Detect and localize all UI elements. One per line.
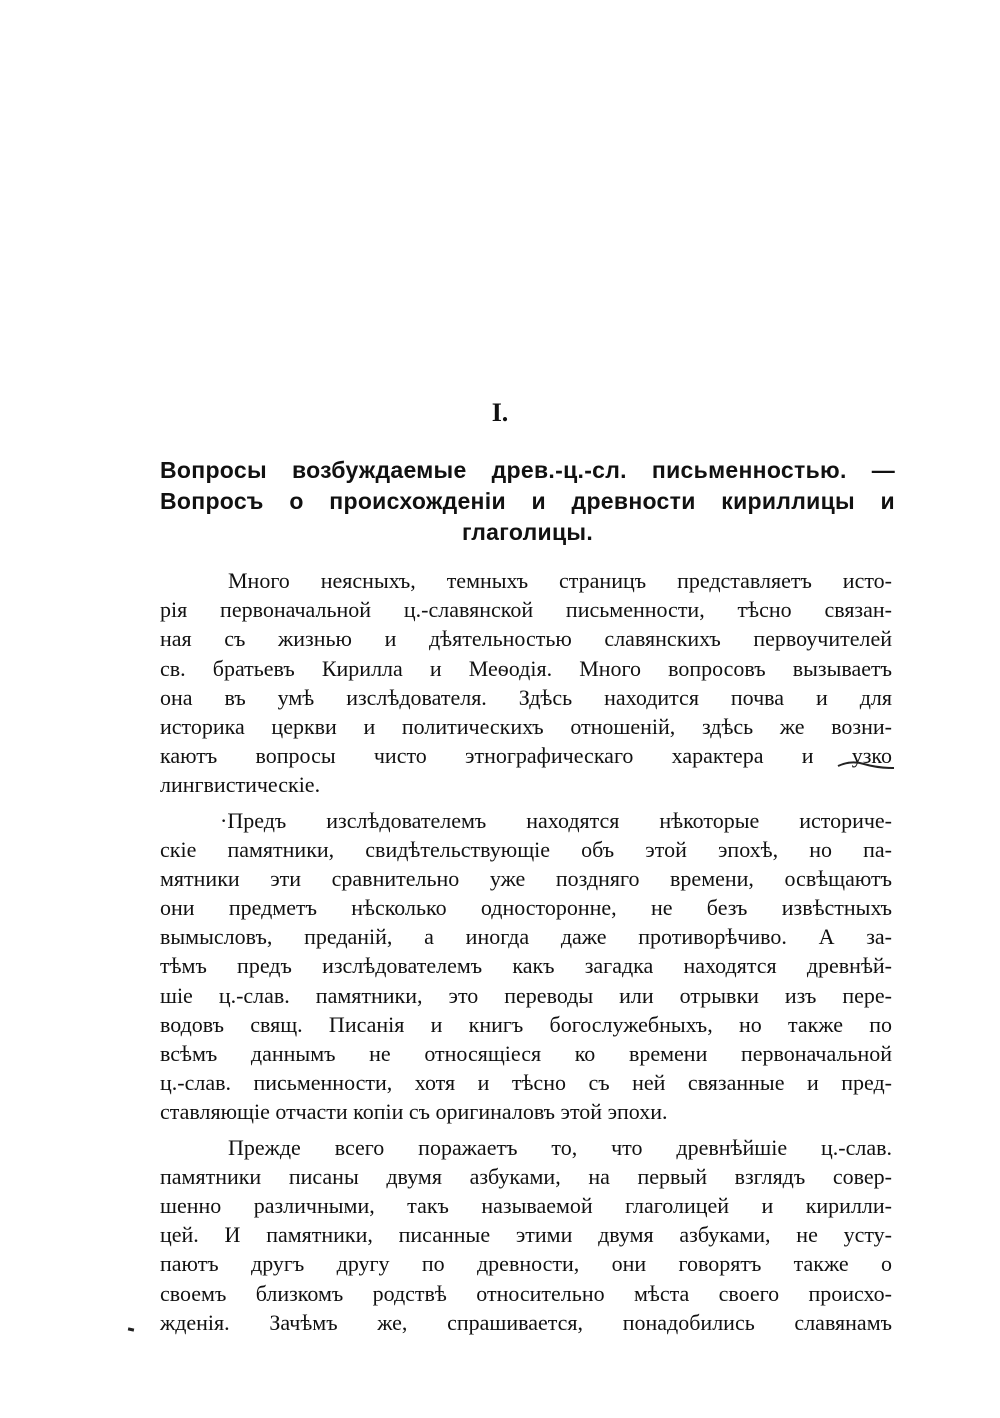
text-line: своемъ близкомъ родствѣ относительно мѣста своего происхо-: [160, 1280, 892, 1306]
text-line: тѣмъ предъ изслѣдователемъ какъ загадка находятся древнѣй-: [160, 953, 892, 979]
text-line: рія первоначальной ц.-славянской письменности, тѣсно связан-: [160, 597, 892, 623]
text-line: шенно различными, такъ называемой глаголицей и кирилли-: [160, 1192, 892, 1218]
text-line: всѣмъ даннымъ не относящіеся ко времени первоначальной: [160, 1041, 892, 1066]
text-line: ц.-слав. письменности, хотя и тѣсно съ ней связанные и пред-: [160, 1070, 892, 1096]
text-line: памятники писаны двумя азбуками, на первый взглядъ совер-: [160, 1163, 892, 1189]
text-line: лингвистическіе.: [160, 772, 321, 798]
text-line: каютъ вопросы чисто этнографическаго характера и узко: [160, 743, 892, 769]
text-line: она въ умѣ изслѣдователя. Здѣсь находится почва и для: [160, 684, 892, 710]
text-line: паютъ другъ другу по древности, они говорятъ также о: [160, 1251, 892, 1277]
text-line: мятники эти сравнительно уже поздняго времени, освѣщаютъ: [160, 865, 892, 891]
chapter-number: I.: [491, 398, 509, 427]
heading-line: глаголицы.: [461, 519, 594, 545]
text-line: Много неясныхъ, темныхъ страницъ представляетъ исто-: [228, 568, 892, 593]
paragraph-2: [160, 806, 892, 1127]
stray-ink-mark: [128, 1327, 134, 1331]
text-line: ставляющіе отчасти копіи съ оригиналовъ этой эпохи.: [160, 1099, 668, 1125]
text-line: шіе ц.-слав. памятники, это переводы или отрывки изъ пере-: [160, 982, 892, 1008]
paragraph-3: [160, 1133, 892, 1337]
text-line: историка церкви и политическихъ отношеній, здѣсь же возни-: [160, 713, 892, 739]
paragraph-1: [160, 566, 892, 800]
text-line: жденія. Зачѣмъ же, спрашивается, понадобились славянамъ: [160, 1309, 892, 1335]
handwritten-underline-mark: [836, 760, 896, 770]
text-line: ·Предъ изслѣдователемъ находятся нѣкоторые историче-: [220, 807, 892, 833]
text-line: ная съ жизнью и дѣятельностью славянскихъ первоучителей: [160, 626, 892, 652]
text-line: св. братьевъ Кирилла и Меѳодія. Много вопросовъ вызываетъ: [160, 655, 892, 681]
text-line: Прежде всего поражаетъ то, что древнѣйшіе ц.-слав.: [228, 1134, 892, 1160]
text-line: цей. И памятники, писанные этими двумя азбуками, не усту-: [160, 1222, 892, 1248]
chapter-heading: [160, 455, 895, 548]
text-line: водовъ свящ. Писанія и книгъ богослужебныхъ, но также по: [160, 1011, 892, 1037]
heading-line: Вопросы возбуждаемые древ.-ц.-сл. письменностью. —: [160, 457, 895, 483]
text-line: скіе памятники, свидѣтельствующіе объ этой эпохѣ, но па-: [160, 836, 892, 862]
text-line: вымысловъ, преданій, а иногда даже противорѣчиво. А за-: [160, 924, 892, 950]
heading-line: Вопросъ о происхожденіи и древности кириллицы и: [160, 488, 895, 514]
body-text: [160, 566, 892, 1337]
text-line: они предметъ нѣсколько односторонне, не безъ извѣстныхъ: [160, 895, 892, 921]
